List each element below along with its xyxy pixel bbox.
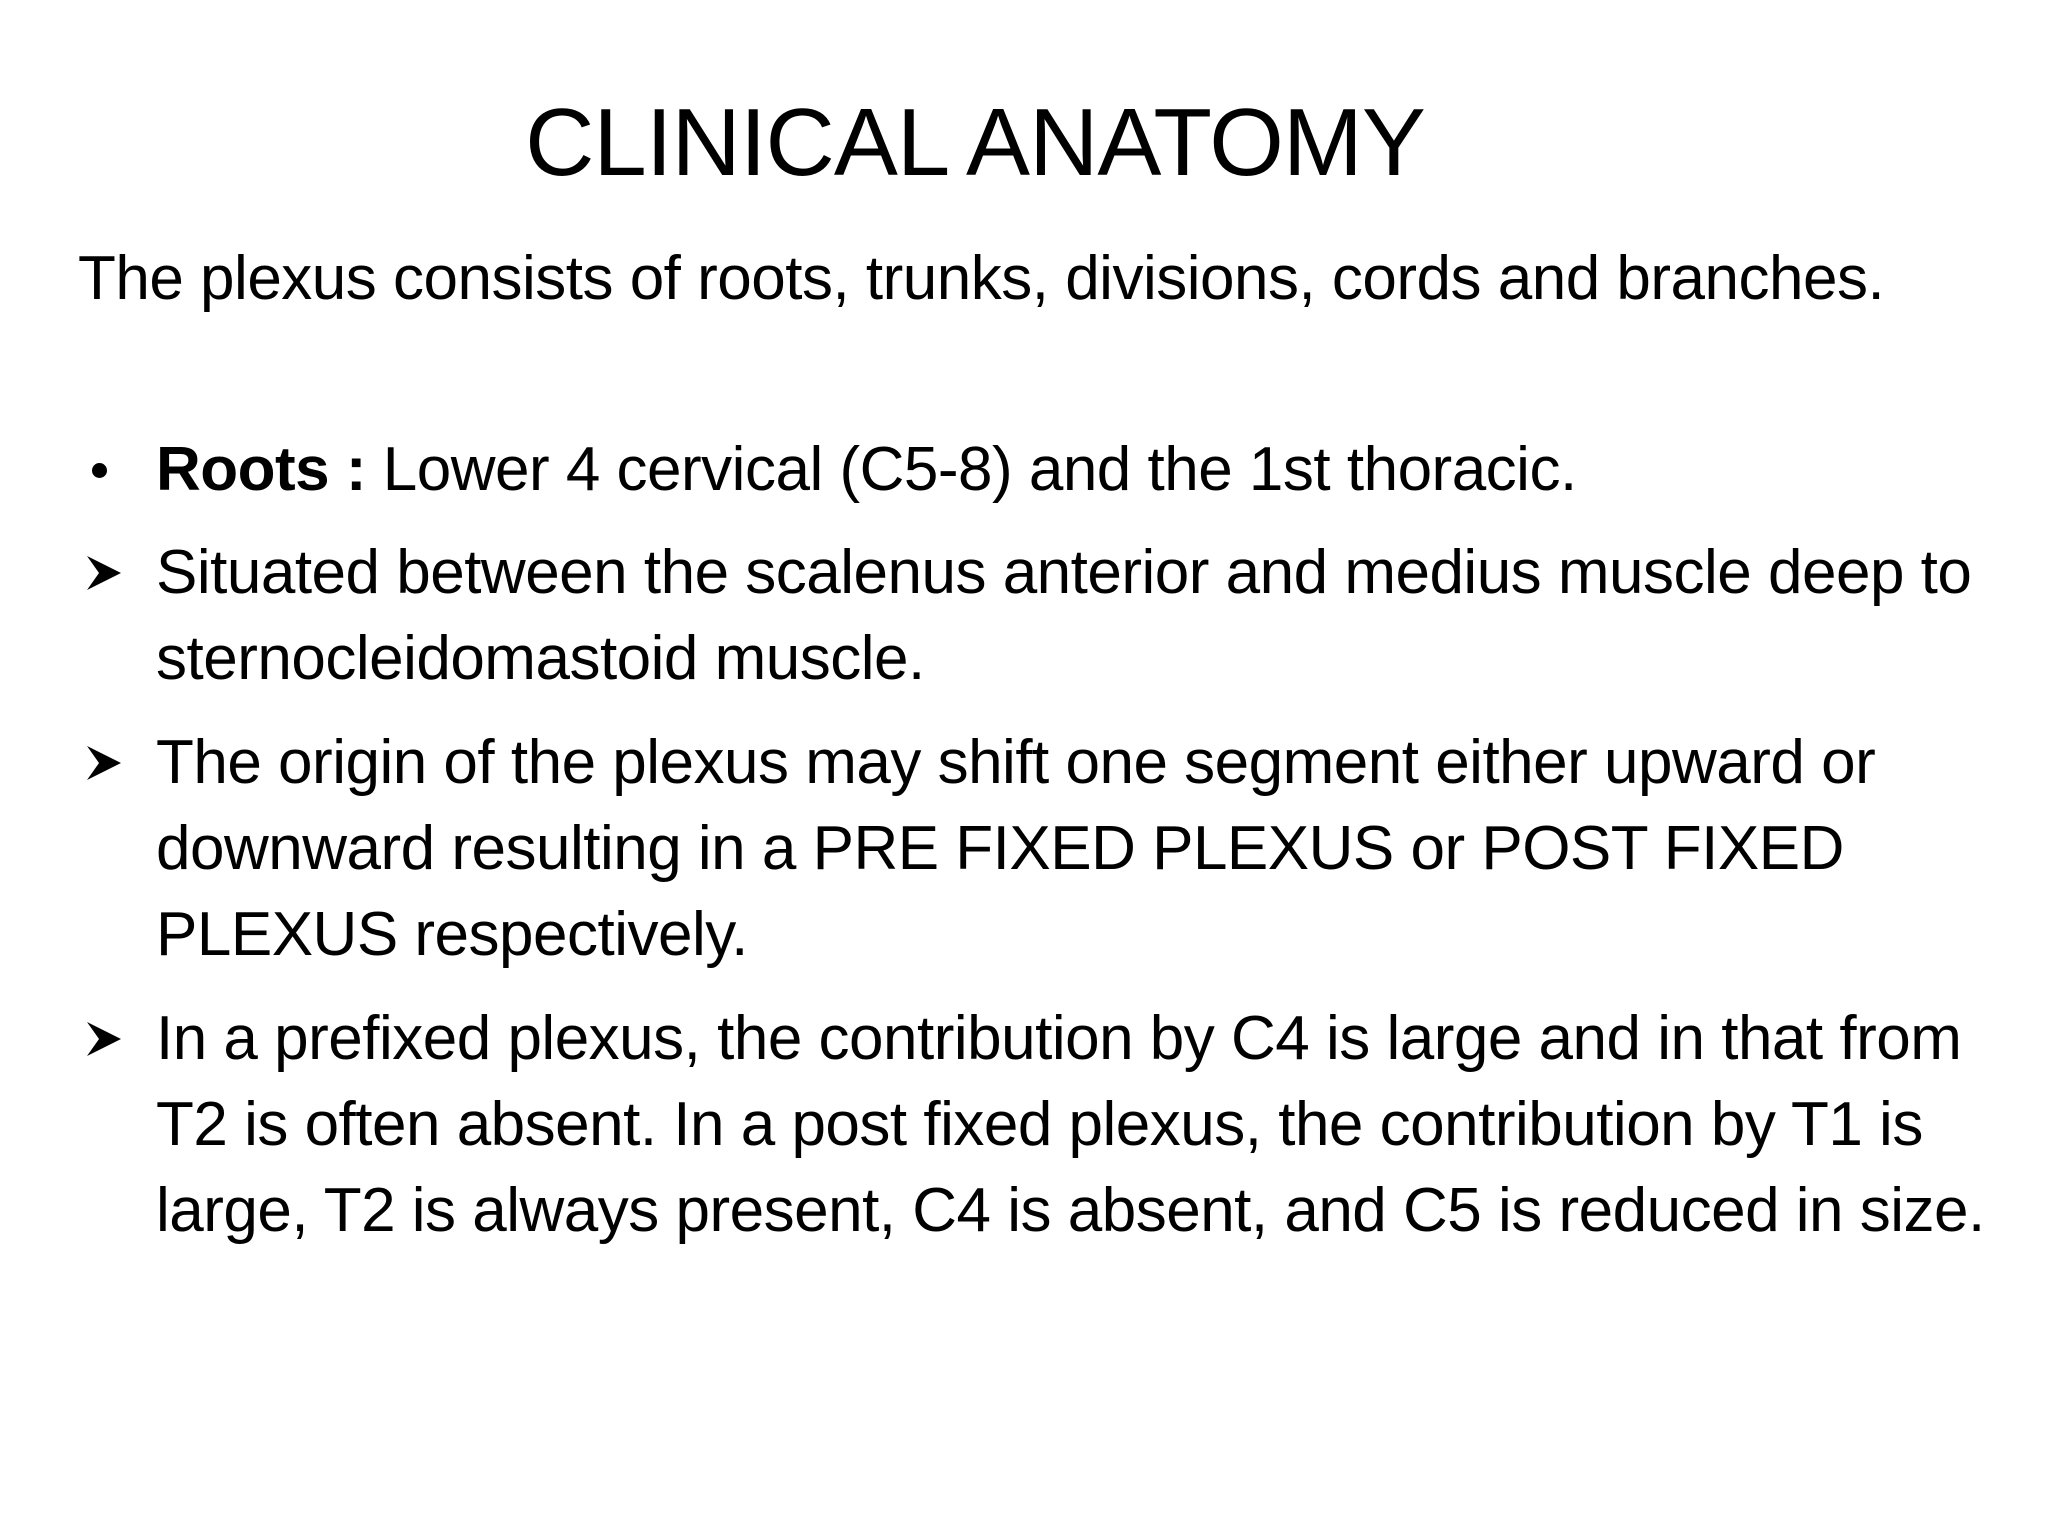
situated-text: Situated between the scalenus anterior and medius muscle deep to sternocleidomastoid muscle.: [156, 538, 1972, 693]
arrow-bullet-icon: [74, 720, 134, 806]
slide-title: CLINICAL ANATOMY: [525, 89, 1425, 196]
list-item-roots: [156, 427, 2026, 513]
list-item-situated: [156, 530, 2026, 702]
arrow-bullet-icon: [74, 530, 134, 616]
list-item-prefixed-postfixed: [156, 996, 2026, 1254]
intro-paragraph: The plexus consists of roots, trunks, divisions, cords and branches.: [78, 244, 1885, 313]
roots-text: Lower 4 cervical (C5-8) and the 1st thoracic.: [366, 435, 1577, 504]
roots-label: Roots :: [156, 435, 367, 504]
arrow-bullet-icon: [74, 996, 134, 1082]
bullet-dot-icon: [74, 427, 134, 513]
origin-shift-text: The origin of the plexus may shift one segment either upward or downward resulting in a PRE FIXED PLEXUS or POST FIXED PLEXUS respectively.: [156, 728, 1876, 969]
prefixed-postfixed-text: In a prefixed plexus, the contribution by C4 is large and in that from T2 is often absent. In a post fixed plexus, the contribution by T1 is large, T2 is always present, C4 is absent, and C5 is reduced in size.: [156, 1004, 1985, 1245]
list-item-origin-shift: [156, 720, 2026, 978]
